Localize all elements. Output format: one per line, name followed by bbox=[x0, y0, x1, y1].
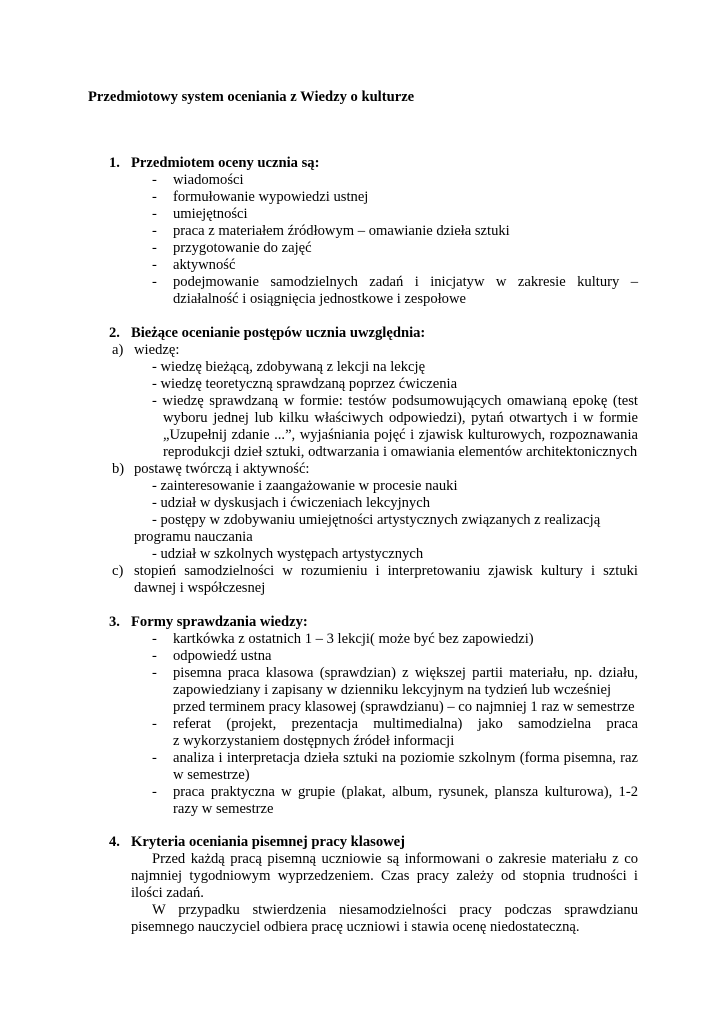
list-item: odpowiedź ustna bbox=[173, 648, 272, 664]
list-item: - udział w dyskusjach i ćwiczeniach lekcyjnych bbox=[152, 495, 430, 511]
list-dash: - bbox=[152, 274, 157, 290]
section-4-number: 4. bbox=[109, 834, 120, 850]
list-item-continuation: zapowiedziany i zapisany w dzienniku lekcyjnym na tydzień lub wcześniej bbox=[173, 682, 612, 698]
list-item: - wiedzę sprawdzaną w formie: testów podsumowujących omawianą epokę (test bbox=[152, 393, 638, 409]
list-dash: - bbox=[152, 223, 157, 239]
section-3-number: 3. bbox=[109, 614, 120, 630]
list-dash: - bbox=[152, 750, 157, 766]
list-item: umiejętności bbox=[173, 206, 248, 222]
list-item: aktywność bbox=[173, 257, 236, 273]
section-1-number: 1. bbox=[109, 155, 120, 171]
list-item-continuation: w semestrze) bbox=[173, 767, 250, 783]
list-dash: - bbox=[152, 784, 157, 800]
list-item: referat (projekt, prezentacja multimedialna) jako samodzielna praca bbox=[173, 716, 638, 732]
list-dash: - bbox=[152, 648, 157, 664]
list-item-continuation: działalność i osiągnięcia jednostkowe i zespołowe bbox=[173, 291, 467, 307]
section-1-heading: Przedmiotem oceny ucznia są: bbox=[131, 155, 320, 171]
list-item: - zainteresowanie i zaangażowanie w procesie nauki bbox=[152, 478, 458, 494]
section-2-number: 2. bbox=[109, 325, 120, 341]
list-item: kartkówka z ostatnich 1 – 3 lekcji( może być bez zapowiedzi) bbox=[173, 631, 534, 647]
sub-marker-c: c) bbox=[112, 563, 124, 579]
sub-label-b: postawę twórczą i aktywność: bbox=[134, 461, 310, 477]
list-item-continuation: reprodukcji dzieł sztuki, odtwarzania i omawiania elementów architektonicznych bbox=[163, 444, 638, 460]
sub-marker-a: a) bbox=[112, 342, 124, 358]
list-item-continuation: „Uzupełnij zdanie ...”, wyjaśniania pojęć i zjawisk kulturowych, rozpoznawania bbox=[163, 427, 638, 443]
list-dash: - bbox=[152, 716, 157, 732]
section-2-heading: Bieżące ocenianie postępów ucznia uwzględnia: bbox=[131, 325, 426, 341]
section-4-heading: Kryteria oceniania pisemnej pracy klasowej bbox=[131, 834, 405, 850]
list-item: podejmowanie samodzielnych zadań i inicjatyw w zakresie kultury – bbox=[173, 274, 638, 290]
list-item-continuation: z wykorzystaniem dostępnych źródeł informacji bbox=[173, 733, 455, 749]
list-item: - wiedzę teoretyczną sprawdzaną poprzez ćwiczenia bbox=[152, 376, 458, 392]
list-item: analiza i interpretacja dzieła sztuki na poziomie szkolnym (forma pisemna, raz bbox=[173, 750, 638, 766]
list-item: praca praktyczna w grupie (plakat, album, rysunek, plansza kulturowa), 1-2 bbox=[173, 784, 638, 800]
sub-text-c-continuation: dawnej i współczesnej bbox=[134, 580, 266, 596]
list-dash: - bbox=[152, 631, 157, 647]
list-item: praca z materiałem źródłowym – omawianie dzieła sztuki bbox=[173, 223, 510, 239]
list-item-continuation: wyboru jednej lub kilku właściwych odpowiedzi), pytań otwartych i w formie bbox=[163, 410, 638, 426]
list-dash: - bbox=[152, 665, 157, 681]
paragraph-line: najmniej tygodniowym wyprzedzeniem. Czas pracy zależy od stopnia trudności i bbox=[131, 868, 638, 884]
list-item: - wiedzę bieżącą, zdobywaną z lekcji na lekcję bbox=[152, 359, 426, 375]
sub-marker-b: b) bbox=[112, 461, 125, 477]
list-item-continuation: razy w semestrze bbox=[173, 801, 274, 817]
list-item: - postępy w zdobywaniu umiejętności artystycznych związanych z realizacją bbox=[152, 512, 601, 528]
paragraph-line: Przed każdą pracą pisemną uczniowie są informowani o zakresie materiału z co bbox=[152, 851, 638, 867]
page-title: Przedmiotowy system oceniania z Wiedzy o kulturze bbox=[88, 89, 415, 105]
list-item: przygotowanie do zajęć bbox=[173, 240, 312, 256]
paragraph-line: ilości zadań. bbox=[131, 885, 204, 901]
list-dash: - bbox=[152, 240, 157, 256]
list-item: - udział w szkolnych występach artystycznych bbox=[152, 546, 424, 562]
list-item: formułowanie wypowiedzi ustnej bbox=[173, 189, 369, 205]
list-item: pisemna praca klasowa (sprawdzian) z większej partii materiału, np. działu, bbox=[173, 665, 638, 681]
list-dash: - bbox=[152, 206, 157, 222]
sub-text-c: stopień samodzielności w rozumieniu i interpretowaniu zjawisk kultury i sztuki bbox=[134, 563, 638, 579]
list-item: wiadomości bbox=[173, 172, 244, 188]
list-item-continuation: przed terminem pracy klasowej (sprawdzianu) – co najmniej 1 raz w semestrze bbox=[173, 699, 635, 715]
paragraph-line: pisemnego nauczyciel odbiera pracę uczniowi i stawia ocenę niedostateczną. bbox=[131, 919, 580, 935]
sub-label-a: wiedzę: bbox=[134, 342, 180, 358]
list-item-continuation: programu nauczania bbox=[134, 529, 253, 545]
list-dash: - bbox=[152, 172, 157, 188]
list-dash: - bbox=[152, 257, 157, 273]
paragraph-line: W przypadku stwierdzenia niesamodzielności pracy podczas sprawdzianu bbox=[152, 902, 638, 918]
list-dash: - bbox=[152, 189, 157, 205]
section-3-heading: Formy sprawdzania wiedzy: bbox=[131, 614, 308, 630]
